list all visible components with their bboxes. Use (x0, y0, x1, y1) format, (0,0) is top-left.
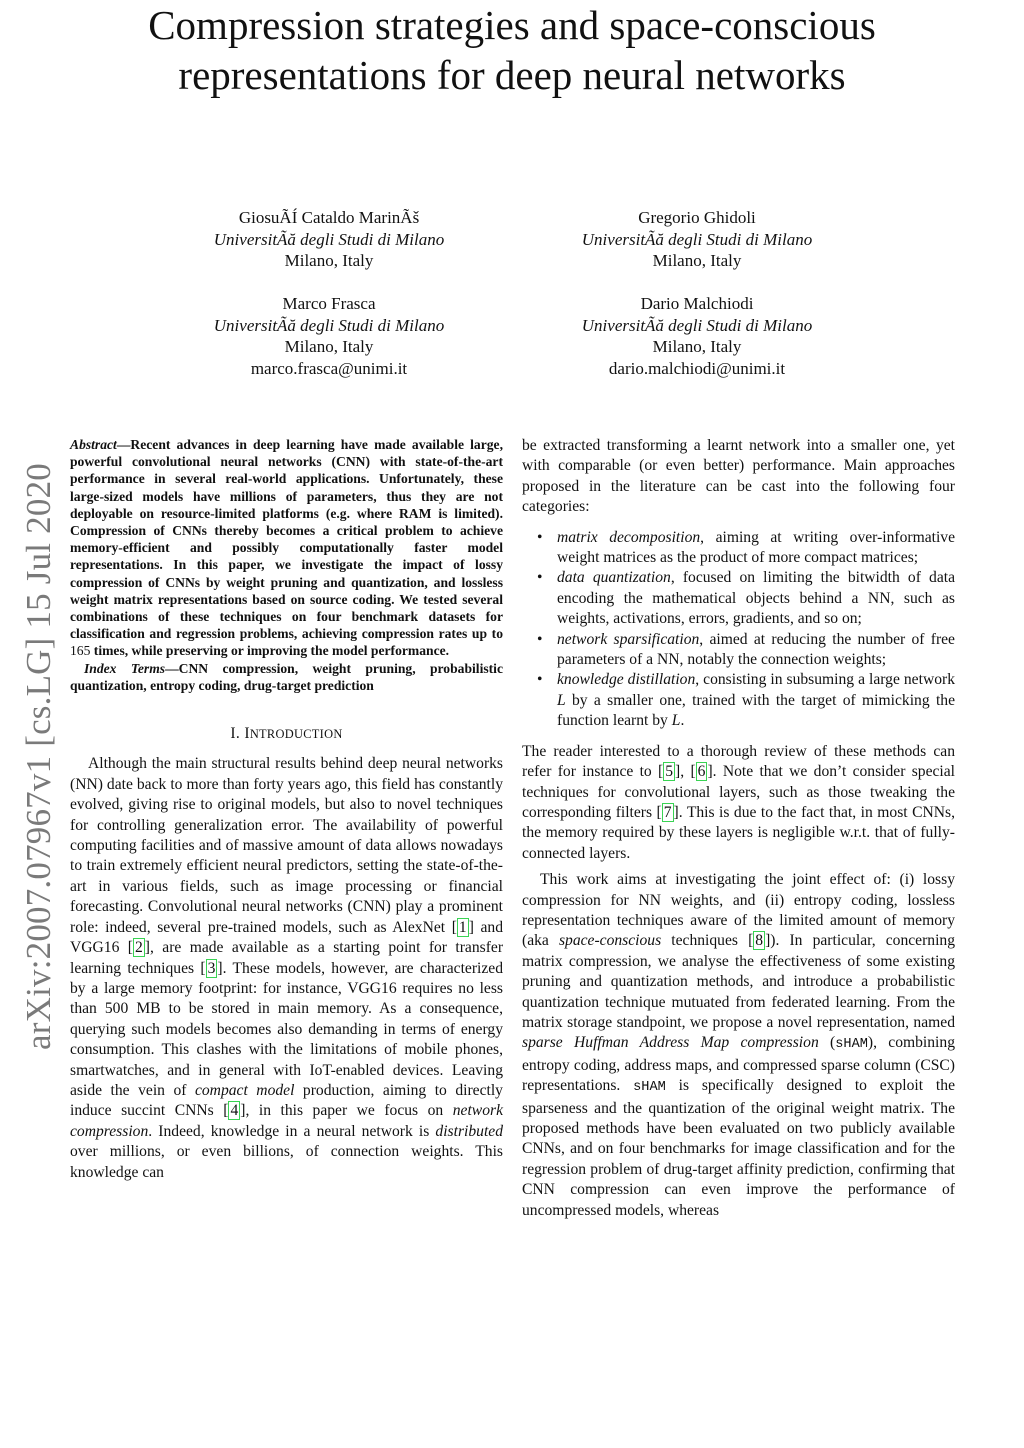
author-block-4 (532, 293, 862, 379)
citation-link[interactable]: 3 (207, 959, 216, 977)
list-item (537, 670, 955, 731)
text-run: ), combining entropy coding, address maps, and compressed sparse column (CSC) representations. (522, 1034, 955, 1095)
citation-link[interactable]: 2 (134, 939, 143, 957)
bracket-close: ] (217, 959, 223, 977)
bracket-close: ] (707, 763, 713, 781)
bracket-open: [ (200, 959, 206, 977)
citation-link[interactable]: 7 (663, 803, 672, 821)
author-name: Gregorio Ghidoli (638, 208, 756, 227)
abstract-dash: — (116, 437, 131, 452)
bracket-open: [ (451, 918, 457, 936)
author-name: Marco Frasca (282, 294, 376, 313)
code-term: sHAM (633, 1080, 666, 1096)
text-run: , (680, 763, 691, 781)
citation-2[interactable] (128, 938, 150, 957)
text-run: This work aims at investigating the joint effect of: (i) lossy compression for NN weights, and (ii) entropy coding, lossless representation techniques aware of the limited amount of memory (aka (522, 871, 955, 950)
author-affiliation: UniversitÃă degli Studi di Milano (581, 229, 813, 249)
section-first-letter: I (244, 725, 250, 743)
citation-5[interactable] (658, 762, 680, 781)
citation-link[interactable]: 6 (697, 763, 706, 781)
bracket-open: [ (690, 763, 696, 781)
bracket-open: [ (223, 1102, 229, 1120)
text-run: ( (818, 1034, 836, 1052)
author-block-2 (532, 207, 862, 272)
citation-6[interactable] (690, 762, 712, 781)
list-item (537, 630, 955, 671)
author-email[interactable]: dario.malchiodi@unimi.it (608, 358, 786, 378)
emphasis: network compression (70, 1102, 503, 1140)
citation-link[interactable]: 8 (755, 932, 764, 950)
emphasis: distributed (435, 1122, 503, 1140)
category-description: by a smaller one, trained with the target of mimicking the function learnt by (557, 691, 955, 730)
category-term: knowledge distillation (557, 671, 696, 689)
category-term: data quantization (557, 569, 671, 587)
text-run: The reader interested to a thorough review of these methods can refer for instance to (522, 742, 955, 781)
abstract-text-end: times, while preserving or improving the model performance. (90, 643, 450, 659)
index-terms (70, 660, 503, 694)
right-paragraph-3 (522, 870, 955, 1221)
text-run: , in this paper we focus on (245, 1102, 453, 1120)
text-run: . This is due to the fact that, in most CNNs, the memory required by these layers is negligible w.r.t. that of fully-connected layers. (522, 803, 955, 862)
bracket-close: ] (765, 932, 771, 950)
author-location: Milano, Italy (284, 251, 374, 270)
author-affiliation: UniversitÃă degli Studi di Milano (581, 315, 813, 335)
abstract (70, 436, 503, 660)
math-variable: L (671, 712, 681, 730)
author-name: GiosuÃÍ Cataldo MarinÃš (238, 208, 420, 227)
list-item (537, 568, 956, 629)
bracket-close: ] (144, 939, 150, 957)
category-description: . (680, 712, 685, 730)
text-run: is specifically designed to exploit the sparseness and the quantization of the original weight matrix. The proposed methods have been evaluated on two publicly available CNNs, and on four benchmarks for image classification and for the regression problem of drug-target affinity prediction, confirming that CNN compression can even improve the performance of uncompressed models, whereas (522, 1077, 955, 1219)
text-run: ). In particular, concerning matrix compression, we analyse the effectiveness of some existing pruning and quantization methods, and introduce a probabilistic quantization technique mutuated from federated learning. From the matrix storage standpoint, we propose a novel representation, named (522, 932, 955, 1031)
title-line-2: representations for deep neural networks (178, 52, 846, 98)
text-run: production, aiming to directly induce succint CNNs (70, 1081, 503, 1120)
bracket-open: [ (658, 763, 664, 781)
index-terms-dash: — (165, 660, 179, 676)
code-term: sHAM (835, 1037, 868, 1053)
citation-7[interactable] (657, 803, 679, 822)
author-location: Milano, Italy (284, 337, 374, 356)
right-paragraph-1: be extracted transforming a learnt network into a smaller one, yet with comparable (or even better) performance. Main approaches proposed in the literature can be cast into the following four categories: (522, 437, 955, 516)
citation-link[interactable]: 4 (230, 1102, 239, 1120)
bracket-close: ] (675, 763, 681, 781)
bracket-close: ] (240, 1102, 246, 1120)
math-variable: L (557, 691, 566, 709)
bullet-icon: • (537, 671, 543, 689)
category-description: , aimed at reducing the number of free parameters of a NN, notably the connection weights; (557, 630, 955, 669)
emphasis: space-conscious (558, 932, 662, 950)
left-column (70, 436, 503, 1183)
bracket-open: [ (748, 932, 754, 950)
abstract-label: Abstract (70, 437, 117, 452)
index-terms-text: CNN compression, weight pruning, probabilistic quantization, entropy coding, drug-target prediction (70, 660, 503, 693)
bracket-open: [ (656, 803, 662, 821)
abstract-text: Recent advances in deep learning have made available large, powerful convolutional neural networks (CNN) with state-of-the-art performance in several real-world applications. Unfortunately, these large-sized models have millions of parameters, thus they are not deployable on resource-limited platforms (e.g. where RAM is limited). Compression of CNNs thereby becomes a critical problem to achieve memory-efficient and possibly computationally faster model representations. In this paper, we investigate the impact of lossy compression of CNNs by weight pruning and quantization, and lossless weight matrix representations based on source coding. We tested several combinations of these techniques on four benchmark datasets for classification and regression problems, achieving compression rates up to (70, 437, 503, 642)
emphasis: compact model (194, 1081, 295, 1099)
author-email[interactable]: marco.frasca@unimi.it (250, 358, 408, 378)
list-item (537, 528, 956, 569)
section-title-rest: NTRODUCTION (249, 727, 343, 742)
right-column (522, 436, 955, 1221)
text-run: , are made available as a starting point for transfer learning techniques (70, 939, 504, 977)
paper-title (0, 0, 1024, 100)
category-term: matrix decomposition (557, 528, 701, 546)
bracket-close: ] (468, 918, 474, 936)
bracket-close: ] (673, 803, 679, 821)
text-run: . These models, however, are characterized by a large memory footprint: for instance, VGG16 requires no less than 500 MB to be stored in main memory. As a consequence, querying such models becomes also demanding in terms of energy consumption. This clashes with the limitations of mobile phones, smartwatches, and in general with IoT-enabled devices. Leaving aside the vein of (70, 959, 503, 1099)
index-terms-label: Index Terms (84, 660, 166, 676)
intro-paragraph-1 (70, 754, 503, 1183)
author-block-3 (164, 293, 494, 379)
bracket-open: [ (127, 939, 133, 957)
author-location: Milano, Italy (652, 251, 742, 270)
text-run: . Note that we don’t consider special techniques for convolutional layers, such as those tweaking the corresponding filters (522, 763, 956, 821)
citation-3[interactable] (200, 959, 222, 978)
text-run: techniques (661, 932, 749, 950)
text-run: over millions, or even billions, of connection weights. This knowledge can (70, 1143, 503, 1181)
author-affiliation: UniversitÃă degli Studi di Milano (213, 315, 445, 335)
citation-link[interactable]: 5 (665, 763, 674, 781)
citation-link[interactable]: 1 (458, 918, 467, 936)
categories-list (522, 528, 955, 732)
bullet-icon: • (537, 630, 543, 648)
citation-4[interactable] (223, 1101, 245, 1120)
right-paragraph-2 (522, 742, 955, 864)
section-heading-introduction (70, 724, 503, 744)
citation-8[interactable] (748, 931, 770, 950)
compression-rate: 165 (70, 643, 91, 659)
text-run: . Indeed, knowledge in a neural network is (148, 1122, 436, 1140)
title-line-1: Compression strategies and space-conscious (148, 2, 876, 48)
citation-1[interactable] (452, 918, 474, 937)
category-description: , focused on limiting the bitwidth of data encoding the mathematical objects behind a NN, such as weights, activations, errors, gradients, and so on; (557, 569, 956, 628)
author-location: Milano, Italy (652, 337, 742, 356)
category-term: network sparsification (557, 630, 700, 648)
author-block-1 (164, 207, 494, 272)
text-run: Although the main structural results behind deep neural networks (NN) date back to more than forty years ago, this field has constantly evolved, giving rise to original models, but also to novel techniques for controlling generalization error. The availability of powerful computing facilities and of massive amount of data allows nowadays to train extremely efficient neural predictors, setting the state-of-the-art in various fields, such as image processing or financial forecasting. Convolutional neural networks (CNN) play a prominent role: indeed, several pre-trained models, such as AlexNet (70, 755, 503, 936)
category-description: , consisting in subsuming a large network (695, 671, 955, 689)
text-run: and VGG16 (70, 918, 503, 957)
author-affiliation: UniversitÃă degli Studi di Milano (213, 229, 445, 249)
bullet-icon: • (537, 528, 543, 546)
arxiv-stamp: arXiv:2007.07967v1 [cs.LG] 15 Jul 2020 (19, 463, 58, 1050)
bullet-icon: • (537, 569, 543, 587)
section-number: I. (230, 725, 241, 743)
author-name: Dario Malchiodi (640, 294, 754, 313)
category-description: , aiming at writing over-informative weight matrices as the product of more compact matrices; (557, 528, 956, 567)
emphasis: sparse Huffman Address Map compression (522, 1034, 819, 1052)
